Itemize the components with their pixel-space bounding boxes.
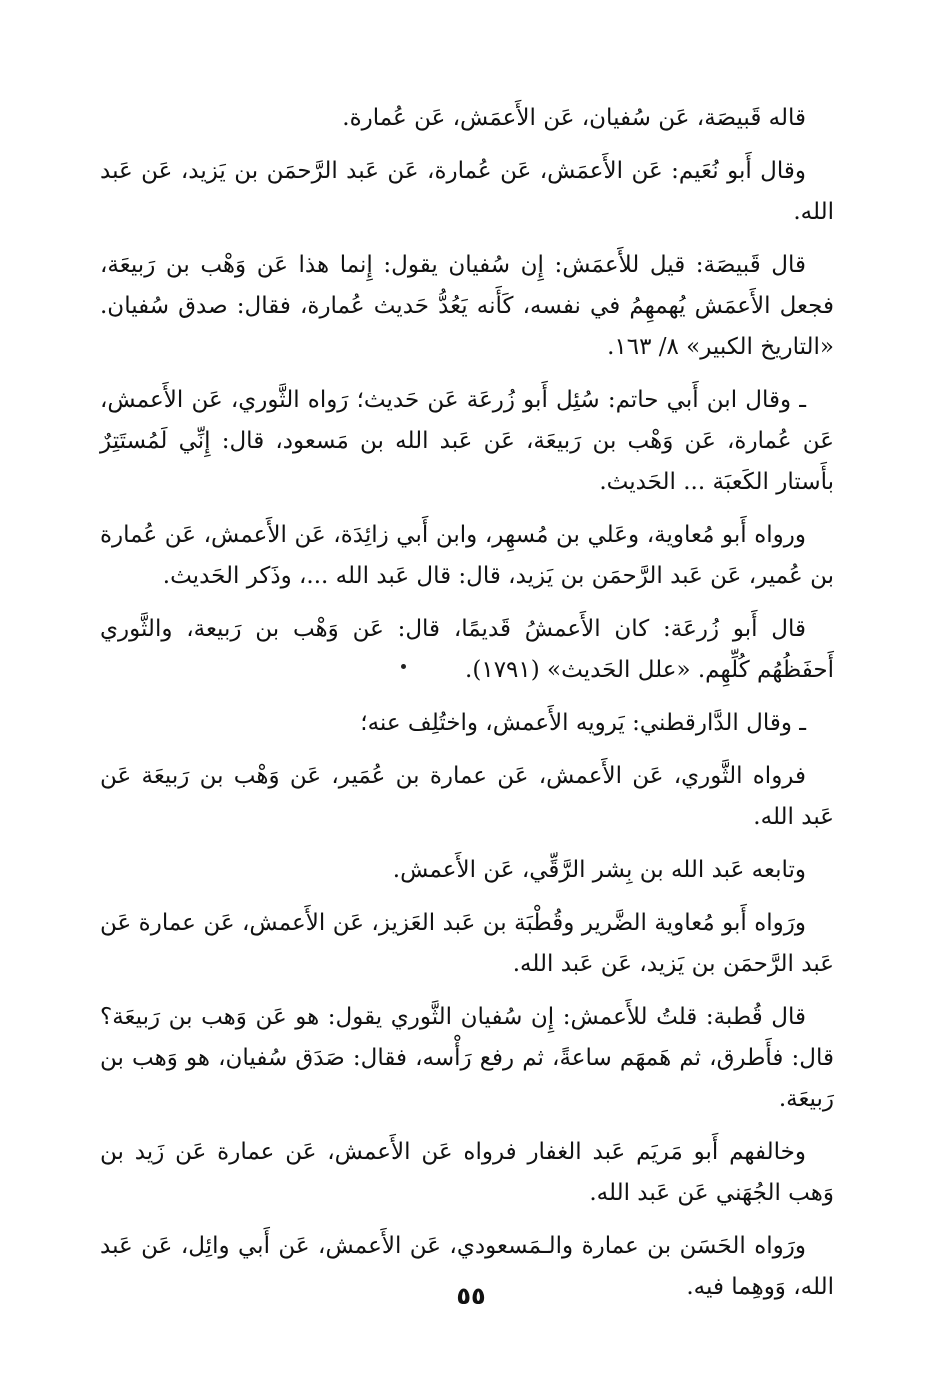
paragraph-1: قاله قَبيصَة، عَن سُفيان، عَن الأَعمَش، عَن عُمارة. bbox=[342, 105, 806, 131]
paragraph-11: قال قُطبة: قلتُ للأَعمش: إِن سُفيان الثَّوري يقول: هو عَن وَهب بن رَبيعَة؟ قال: فأَطرق، ثم هَمهَم ساعةً، ثم رفع رَأْسه، فقال: صَدَق سُفيان، هو وَهب بن رَبيعَة. bbox=[100, 1004, 834, 1112]
paragraph-4: ـ وقال ابن أَبي حاتم: سُئِل أَبو زُرعَة عَن حَديث؛ رَواه الثَّوري، عَن الأَعمش، عَن عُمارة، عَن وَهْب بن رَبيعَة، عَن عَبد الله بن مَسعود، قال: إِنِّي لَمُستَتِرٌ بأَستار الكَعبَة ... الحَديث. bbox=[100, 387, 834, 495]
paragraph-13: ورَواه الحَسَن بن عمارة والـمَسعودي، عَن الأَعمش، عَن أَبي وائِل، عَن عَبد الله، وَوهِما فيه. bbox=[100, 1233, 834, 1300]
page-number: ٥٥ bbox=[456, 1282, 486, 1310]
paragraph-7: ـ وقال الدَّارقطني: يَرويه الأَعمش، واختُلِف عنه؛ bbox=[360, 710, 806, 736]
paragraph-5: ورواه أَبو مُعاوية، وعَلي بن مُسهِر، وابن أَبي زائِدَة، عَن الأَعمش، عَن عُمارة بن عُمير، عَن عَبد الرَّحمَن بن يَزيد، قال: قال عَبد الله ...، وذَكر الحَديث. bbox=[100, 522, 834, 589]
paragraph-9: وتابعه عَبد الله بن بِشر الرَّقِّي، عَن الأَعمش. bbox=[392, 857, 806, 883]
paragraph-3: قال قَبيصَة: قيل للأَعمَش: إِن سُفيان يقول: إِنما هذا عَن وَهْب بن رَبيعَة، فجعل الأَعمَش يُهمهِمُ في نفسه، كَأَنه يَعُدُّ حَديث عُمارة، فقال: صدق سُفيان. «التاريخ الكبير» ٨/ ١٦٣. bbox=[100, 252, 834, 360]
print-speck bbox=[401, 664, 406, 669]
main-text bbox=[100, 98, 834, 1320]
paragraph-8: فرواه الثَّوري، عَن الأَعمش، عَن عمارة بن عُمَير، عَن وَهْب بن رَبيعَة عَن عَبد الله. bbox=[100, 763, 834, 830]
paragraph-6: قال أَبو زُرعَة: كان الأَعمشُ قَديمًا، قال: عَن وَهْب بن رَبيعة، والثَّوري أَحفَظُهُم كُلِّهِم. «علل الحَديث» (١٧٩١). bbox=[100, 616, 834, 683]
paragraph-2: وقال أَبو نُعَيم: عَن الأَعمَش، عَن عُمارة، عَن عَبد الرَّحمَن بن يَزيد، عَن عَبد الله. bbox=[100, 158, 834, 225]
paragraph-12: وخالفهم أَبو مَريَم عَبد الغفار فرواه عَن الأَعمش، عَن عمارة عَن زَيد بن وَهب الجُهَني عَن عَبد الله. bbox=[100, 1139, 834, 1206]
paragraph-10: ورَواه أَبو مُعاوية الضَّرير وقُطْبَة بن عَبد العَزيز، عَن الأَعمش، عَن عمارة عَن عَبد الرَّحمَن بن يَزيد، عَن عَبد الله. bbox=[100, 910, 834, 977]
